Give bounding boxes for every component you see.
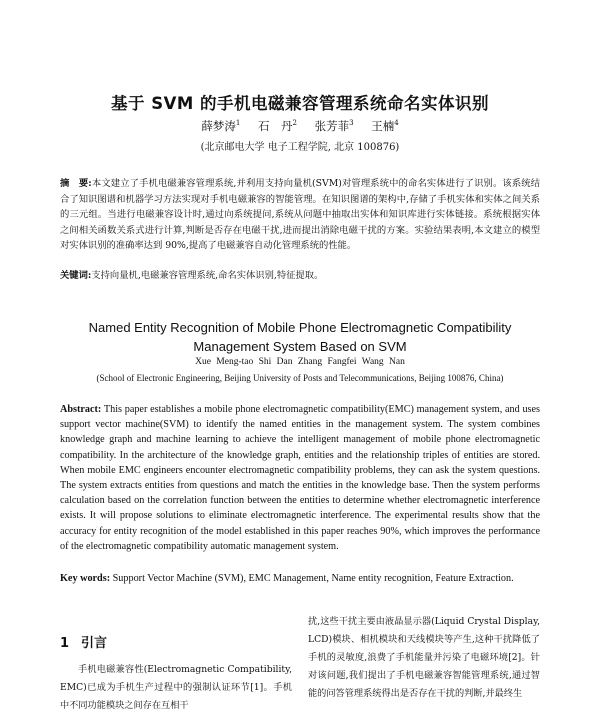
chinese-keywords [60, 268, 540, 283]
section-title: 引言 [81, 636, 108, 651]
english-title-line: Named Entity Recognition of Mobile Phone Electromagnetic Compatibility [88, 320, 512, 335]
chinese-title: 基于 SVM 的手机电磁兼容管理系统命名实体识别 [110, 94, 490, 113]
english-authors: Xue Meng-tao Shi Dan Zhang Fangfei Wang Nan [195, 357, 405, 367]
section-number: 1 [60, 636, 70, 651]
english-title [0, 318, 600, 356]
abstract-text: 本文建立了手机电磁兼容管理系统,并利用支持向量机(SVM)对管理系统中的命名实体进行了识别。该系统结合了知识图谱和机器学习方法实现对手机电磁兼容的智能管理。在知识图谱的架构中,存储了手机实体和实体之间关系的三元组。当进行电磁兼容设计时,通过向系统提问,系统从问题中抽取出实体和知识库进行实体链接。系统根据实体之间相关函数关系式进行计算,判断是否存在电磁干扰,进而提出消除电磁干扰的方案。实验结果表明,本文建立的模型对实体识别的准确率达到 90%,提高了电磁兼容自动化管理系统的性能。 [60, 178, 541, 251]
body-left-column: 手机电磁兼容性(Electromagnetic Compatibility, EMC)已成为手机生产过程中的强制认证环节[1]。手机中不同功能模块之间存在互相干 [60, 664, 292, 711]
body-right-column: 扰,这些干扰主要由液晶显示器(Liquid Crystal Display, LCD)模块、相机模块和天线模块等产生,这种干扰降低了手机的灵敏度,浪费了手机能量并污染了电磁环境[2]。针对该问题,我们提出了手机电磁兼容智能管理系统,通过智能的问答管理系统得出是否存在干扰的判断,并最终生 [308, 616, 540, 699]
section-heading [60, 632, 280, 651]
author-name: 薛梦涛$^1$ [201, 119, 241, 133]
keywords-text: Support Vector Machine (SVM), EMC Management, Name entity recognition, Feature Extraction. [112, 573, 514, 584]
english-title-line: Management System Based on SVM [193, 339, 407, 354]
english-abstract [60, 402, 540, 554]
keywords-label: 关键词: [60, 270, 92, 281]
abstract-label: 摘 要: [60, 178, 92, 189]
english-keywords [60, 571, 540, 586]
english-affiliation: (School of Electronic Engineering, Beijing University of Posts and Telecommunications, Beijing 100876, China) [96, 373, 504, 383]
chinese-affiliation: (北京邮电大学 电子工程学院, 北京 100876) [200, 142, 400, 153]
author-name: 张芳菲$^3$ [314, 119, 354, 133]
abstract-text: This paper establishes a mobile phone electromagnetic compatibility(EMC) management system, and uses support vector machine(SVM) to identify the named entities in the management system. The system combines knowledge graph and machine learning to achieve the intelligent management of mobile phone electromagnetic compatibility. In the architecture of the knowledge graph, entities and the relationship triples of entities are stored. When mobile EMC engineers encounter electromagnetic compatibility problems, they can ask the system questions. The system extracts entities from questions and match the entities in the knowledge base. Then the system performs calculation based on the correlation function between the entities to determine whether electromagnetic interference exists. It will propose solutions to eliminate electromagnetic interference. The experimental results show that the accuracy for entity recognition of the model established in this paper reaches 90%, which improves the performance of the electromagnetic compatibility automatic management system. [60, 404, 540, 552]
chinese-authors [0, 118, 600, 134]
author-name: 王楠$^4$ [371, 119, 399, 133]
author-name: 石 丹$^2$ [257, 119, 297, 133]
keywords-text: 支持向量机,电磁兼容管理系统,命名实体识别,特征提取。 [91, 270, 324, 281]
chinese-abstract [60, 176, 540, 254]
abstract-label: Abstract: [60, 404, 102, 415]
keywords-label: Key words: [60, 573, 111, 584]
